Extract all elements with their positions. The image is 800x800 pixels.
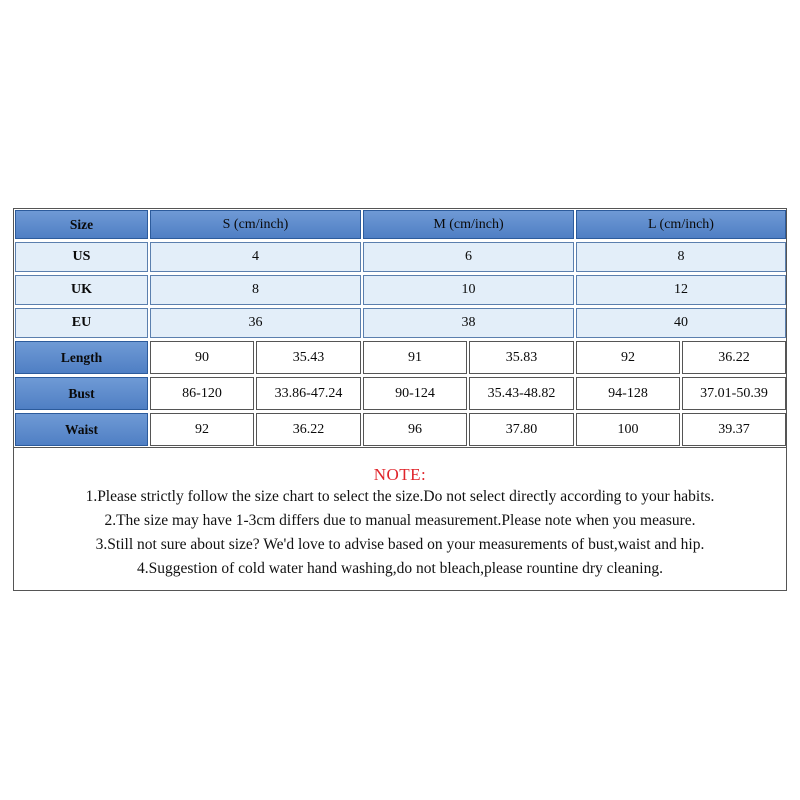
region-cell: 4	[150, 242, 361, 272]
region-label-uk: UK	[15, 275, 148, 305]
size-m-header: M (cm/inch)	[363, 210, 574, 239]
region-cell: 10	[363, 275, 574, 305]
region-label-us: US	[15, 242, 148, 272]
measure-cell: 100	[576, 413, 680, 446]
size-s-header: S (cm/inch)	[150, 210, 361, 239]
measure-cell: 33.86-47.24	[256, 377, 361, 410]
measure-cell: 86-120	[150, 377, 254, 410]
size-header: Size	[15, 210, 148, 239]
region-cell: 36	[150, 308, 361, 338]
region-cell: 12	[576, 275, 786, 305]
measure-label-bust: Bust	[15, 377, 148, 410]
measure-cell: 36.22	[256, 413, 361, 446]
measure-cell: 35.83	[469, 341, 574, 374]
measure-cell: 36.22	[682, 341, 786, 374]
region-label-eu: EU	[15, 308, 148, 338]
measure-cell: 35.43	[256, 341, 361, 374]
measure-cell: 91	[363, 341, 467, 374]
measure-cell: 37.80	[469, 413, 574, 446]
measure-cell: 96	[363, 413, 467, 446]
measure-cell: 92	[576, 341, 680, 374]
region-cell: 6	[363, 242, 574, 272]
size-l-header: L (cm/inch)	[576, 210, 786, 239]
measure-label-waist: Waist	[15, 413, 148, 446]
size-chart	[13, 208, 787, 591]
measure-label-length: Length	[15, 341, 148, 374]
note-line: 2.The size may have 1-3cm differs due to manual measurement.Please note when you measure.	[104, 512, 696, 529]
region-cell: 38	[363, 308, 574, 338]
region-cell: 8	[576, 242, 786, 272]
measure-cell: 37.01-50.39	[682, 377, 786, 410]
note-box	[14, 447, 786, 590]
note-title: NOTE:	[373, 465, 427, 484]
measure-cell: 94-128	[576, 377, 680, 410]
region-cell: 40	[576, 308, 786, 338]
measure-cell: 35.43-48.82	[469, 377, 574, 410]
measure-cell: 90	[150, 341, 254, 374]
measure-cell: 39.37	[682, 413, 786, 446]
region-cell: 8	[150, 275, 361, 305]
note-line: 3.Still not sure about size? We'd love to advise based on your measurements of bust,waist and hip.	[95, 536, 705, 553]
note-line: 4.Suggestion of cold water hand washing,do not bleach,please rountine dry cleaning.	[136, 560, 663, 577]
measure-cell: 90-124	[363, 377, 467, 410]
measure-cell: 92	[150, 413, 254, 446]
note-line: 1.Please strictly follow the size chart to select the size.Do not select directly according to your habits.	[85, 488, 715, 505]
